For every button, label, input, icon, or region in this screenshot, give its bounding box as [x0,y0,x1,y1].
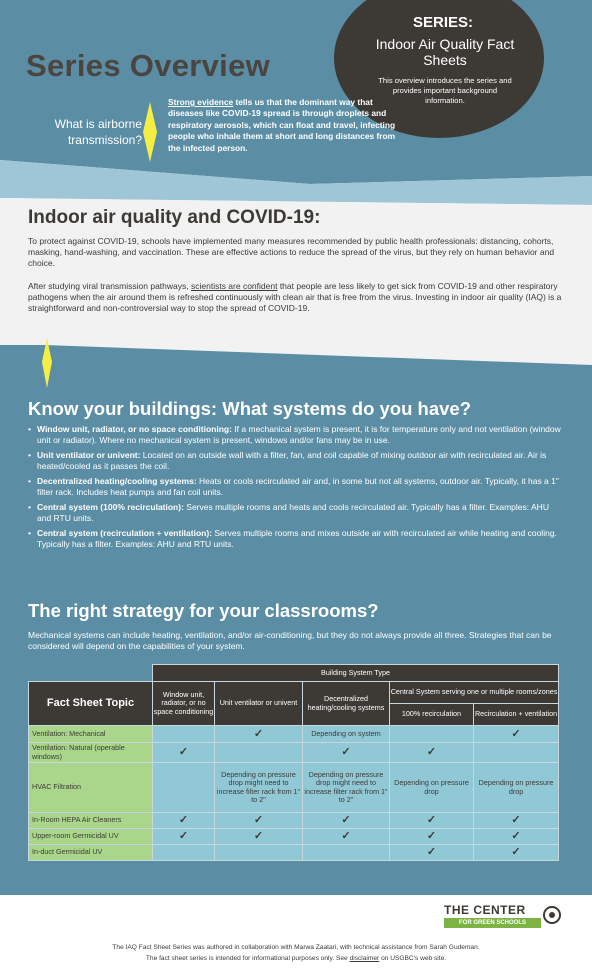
list-item-title: Decentralized heating/cooling systems: [37,476,197,486]
table-cell: Depending on pressure drop [390,763,474,813]
row-topic: Upper-room Germicidal UV [29,829,153,845]
list-item [28,502,564,524]
check-icon: ✓ [390,829,474,845]
iaq-paragraph-2 [28,281,568,314]
airborne-question: What is airborne transmission? [54,117,142,147]
check-icon: ✓ [390,845,474,861]
list-item-title: Central system (100% recirculation): [37,502,184,512]
table-header-row [29,682,559,704]
list-item [28,476,564,498]
row-topic: Ventilation: Natural (operable windows) [29,743,153,763]
strategy-heading: The right strategy for your classrooms? [28,600,379,621]
check-icon: ✓ [303,829,390,845]
systems-list [28,424,564,554]
check-icon: ✓ [215,726,303,743]
building-system-type-header: Building System Type [153,665,559,682]
table-row [29,829,559,845]
col-header-central-system: Central System serving one or multiple rooms/zones [390,682,559,704]
table-corner [29,665,153,682]
series-description: This overview introduces the series and provides important background information. [378,76,512,105]
check-icon: ✓ [474,813,559,829]
check-icon: ✓ [474,726,559,743]
logo-emblem-icon [543,906,561,924]
table-cell: Depending on system [303,726,390,743]
table-cell [390,726,474,743]
footer-disclaimer [0,955,592,962]
table-row [29,726,559,743]
list-item-title: Window unit, radiator, or no space conditioning: [37,424,232,434]
list-item-text: Serves multiple rooms and heats and cools recirculated air. Typically has a filter. Examples: AHU and RTU units. [37,502,549,523]
iaq-p2-end: that people are less likely to get sick from COVID-19 and other respiratory pathogens when the air around them is refreshed continuously with clean air that is free from the virus. Investing in indoor air quality (IAQ) is a straightforward and non-controversial way to stop the spread of COVID-19. [28,281,562,313]
logo-line-2: FOR GREEN SCHOOLS [444,918,541,928]
strategy-table [28,664,559,861]
col-header-100-recirculation: 100% recirculation [390,704,474,726]
footer-disclaimer-start: The fact sheet series is intended for informational purposes only. See [145,955,350,962]
check-icon: ✓ [153,829,215,845]
table-cell [215,743,303,763]
iaq-paragraph-1: To protect against COVID-19, schools have implemented many measures recommended by public health professionals: distancing, cohorts, masking, hand-washing, and vaccination. These are effective actions to reduce the spread of the virus, but they rely on human behavior and choice. [28,236,555,268]
col-header-unit-ventilator: Unit ventilator or univent [215,682,303,726]
page-title: Series Overview [26,48,271,83]
table-row [29,743,559,763]
check-icon: ✓ [215,829,303,845]
table-cell [215,845,303,861]
row-topic: HVAC Filtration [29,763,153,813]
footer-disclaimer-end: on USGBC's web site. [379,955,447,962]
table-cell [153,726,215,743]
list-item [28,528,564,550]
row-topic: Ventilation: Mechanical [29,726,153,743]
list-item-text: Serves multiple rooms and mixes outside air with recirculated air while heating and cooling. Typically has a filter. Examples: AHU and RTU units. [37,528,557,549]
list-item [28,450,564,472]
check-icon: ✓ [215,813,303,829]
col-header-recirculation-ventilation: Recirculation + ventilation [474,704,559,726]
strong-evidence-link[interactable]: Strong evidence [168,97,234,107]
fact-sheet-topic-header: Fact Sheet Topic [29,682,153,726]
check-icon: ✓ [390,743,474,763]
table-row [29,763,559,813]
series-label: SERIES: [412,14,473,31]
row-topic: In-duct Germicidal UV [29,845,153,861]
table-cell [303,845,390,861]
logo-line-1: THE CENTER [444,903,526,917]
center-for-green-schools-logo [444,903,564,930]
table-cell: Depending on pressure drop might need to increase filter rack from 1" to 2" [215,763,303,813]
table-cell [474,743,559,763]
check-icon: ✓ [474,829,559,845]
table-cell: Depending on pressure drop [474,763,559,813]
check-icon: ✓ [390,813,474,829]
check-icon: ✓ [474,845,559,861]
iaq-heading: Indoor air quality and COVID-19: [28,207,321,228]
table-cell [153,763,215,813]
list-item-title: Central system (recirculation + ventilation): [37,528,213,538]
check-icon: ✓ [303,743,390,763]
check-icon: ✓ [303,813,390,829]
table-row [29,813,559,829]
list-item-text: Heats or cools recirculated air and, in some but not all systems, outdoor air. Typically, it has a 1" filter rack. Includes heat pumps and fan coil units. [37,476,559,497]
list-item-text: Located on an outside wall with a filter, fan, and coil capable of mixing outdoor air with recirculated air. Air is heated/cooled as it passes the coil. [37,450,547,471]
row-topic: In-Room HEPA Air Cleaners [29,813,153,829]
footer-credit: The IAQ Fact Sheet Series was authored in collaboration with Marwa Zaatari, with technical assistance from Sarah Gudeman. [112,944,480,951]
check-icon: ✓ [153,743,215,763]
col-header-window-unit: Window unit, radiator, or no space conditioning [153,682,215,726]
airborne-answer [168,97,408,154]
list-item-title: Unit ventilator or univent: [37,450,141,460]
list-item-text: If a mechanical system is present, it is for temperature only and not ventilation (window unit or radiator). Where no mechanical system is present, windows and/or fans may be in use. [37,424,561,445]
check-icon: ✓ [153,813,215,829]
iaq-p2-start: After studying viral transmission pathways, [28,281,191,291]
airborne-answer-text: tells us that the dominant way that diseases like COVID-19 spread is through droplets and respiratory aerosols, which can float and travel, infecting people who inhale them at short and long distances from the infected person. [168,97,396,153]
table-group-header-row [29,665,559,682]
table-cell [153,845,215,861]
scientists-confident-link[interactable]: scientists are confident [190,281,278,291]
table-row [29,845,559,861]
strategy-paragraph: Mechanical systems can include heating, ventilation, and/or air-conditioning, but they do not always provide all three. Strategies that can be considered will depend on the capabilities of your system. [28,630,552,651]
col-header-decentralized: Decentralized heating/cooling systems [303,682,390,726]
list-item [28,424,564,446]
table-cell: Depending on pressure drop might need to increase filter rack from 1" to 2" [303,763,390,813]
disclaimer-link[interactable]: disclaimer [349,955,380,962]
series-name: Indoor Air Quality Fact Sheets [375,36,515,68]
know-buildings-heading: Know your buildings: What systems do you have? [28,398,472,419]
